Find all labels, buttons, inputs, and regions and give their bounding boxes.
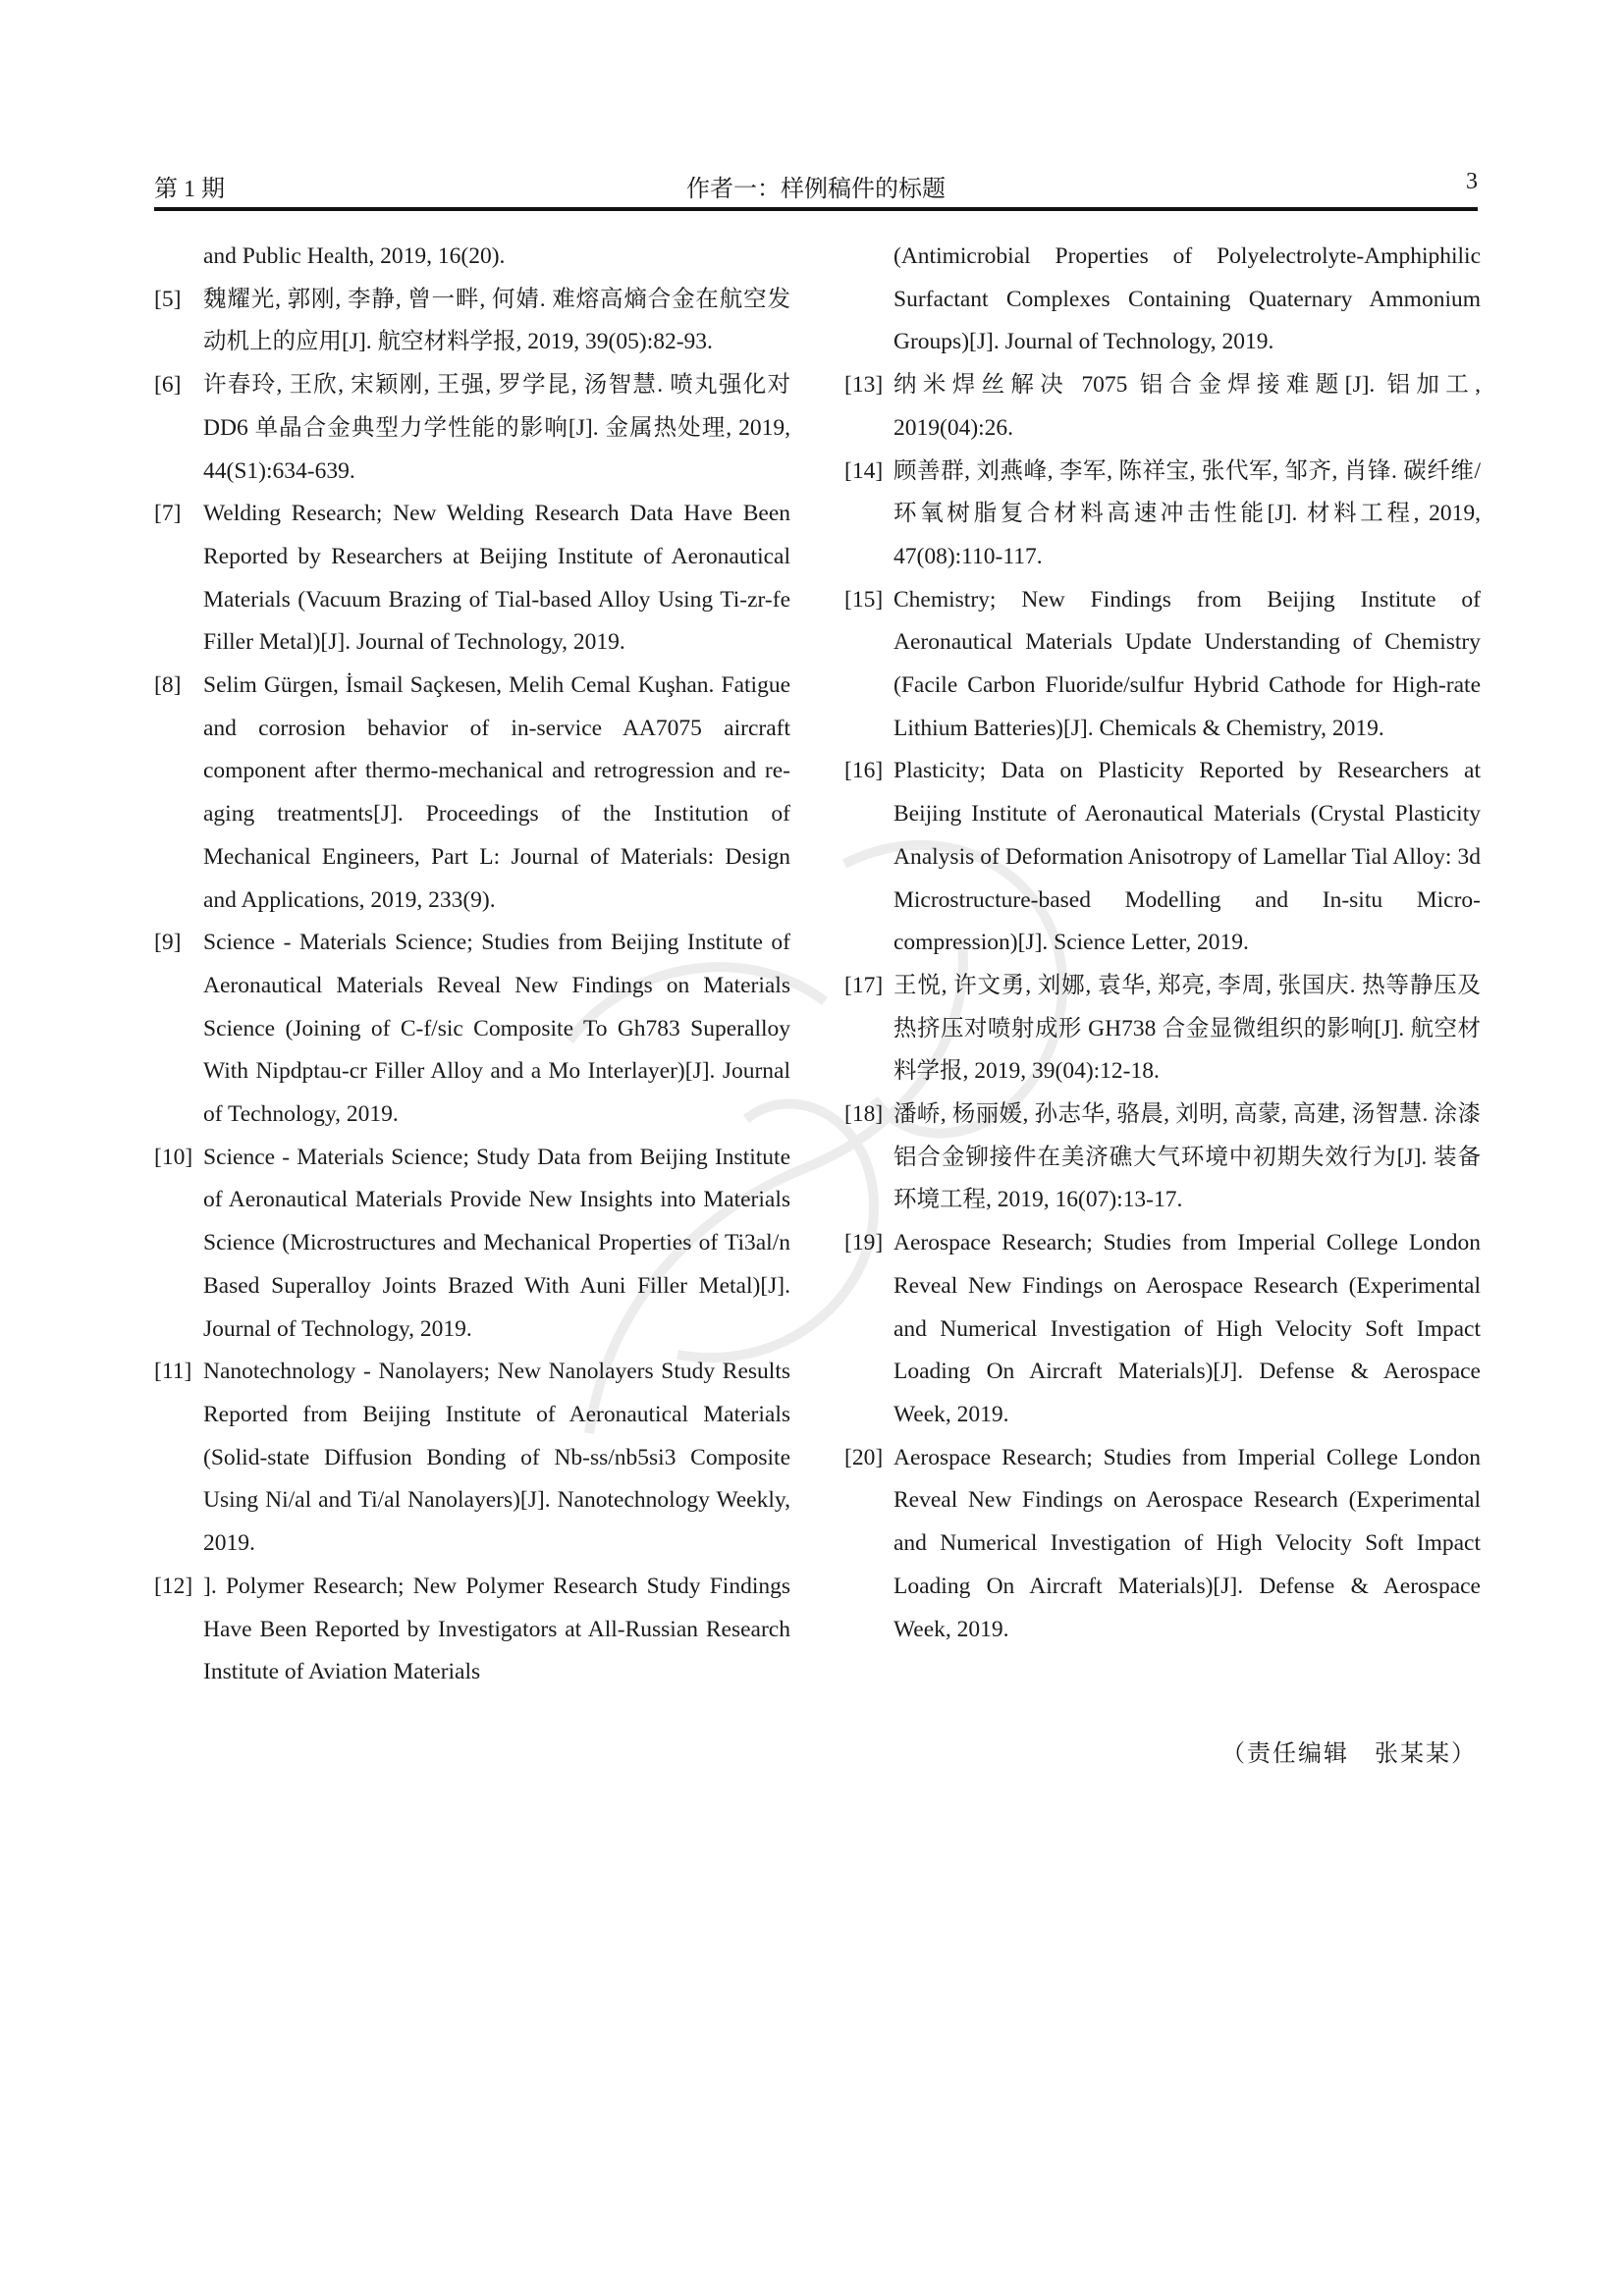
reference-text: 潘峤, 杨丽媛, 孙志华, 骆晨, 刘明, 高蒙, 高建, 汤智慧. 涂漆铝合金铆接件在美济礁大气环境中初期失效行为[J]. 装备环境工程, 2019, 16(07):13-17.	[893, 1101, 1481, 1213]
reference-item	[154, 493, 790, 665]
reference-item	[154, 364, 790, 493]
reference-text: Plasticity; Data on Plasticity Reported by Researchers at Beijing Institute of Aeronautical Materials (Crystal Plasticity Analysis of Deformation Anisotropy of Lamellar Tial Alloy: 3d Microstructure-based Modelling and In-situ Micro-compression)[J]. Science Letter, 2019.	[893, 758, 1481, 956]
reference-item	[844, 1222, 1481, 1437]
reference-number: [13]	[844, 372, 884, 399]
reference-number: [11]	[154, 1359, 192, 1385]
reference-text: 魏耀光, 郭刚, 李静, 曾一畔, 何婧. 难熔高熵合金在航空发动机上的应用[J]. 航空材料学报, 2019, 39(05):82-93.	[203, 286, 790, 355]
responsible-editor-note: （责任编辑 张某某）	[1221, 1739, 1477, 1767]
reference-item	[154, 922, 790, 1137]
reference-text: 王悦, 许文勇, 刘娜, 袁华, 郑亮, 李周, 张国庆. 热等静压及热挤压对喷射成形 GH738 合金显微组织的影响[J]. 航空材料学报, 2019, 39(04):12-18.	[893, 972, 1481, 1085]
reference-number: [8]	[154, 672, 182, 699]
reference-item	[154, 1137, 790, 1352]
reference-item	[844, 451, 1481, 579]
reference-item	[154, 1566, 790, 1694]
reference-text: 纳米焊丝解决 7075 铝合金焊接难题[J]. 铝加工, 2019(04):26.	[893, 372, 1481, 441]
reference-item	[844, 1437, 1481, 1652]
reference-number: [10]	[154, 1144, 193, 1170]
reference-text: ]. Polymer Research; New Polymer Research Study Findings Have Been Reported by Investigators at All-Russian Research Institute of Aviation Materials	[203, 1573, 790, 1685]
reference-text: Science - Materials Science; Studies from Beijing Institute of Aeronautical Materials Reveal New Findings on Materials Science (Joining of C-f/sic Composite To Gh783 Superalloy With Nipdptau-cr Filler Alloy and a Mo Interlayer)[J]. Journal of Technology, 2019.	[203, 930, 790, 1128]
reference-column-left	[154, 236, 790, 1694]
reference-text: Welding Research; New Welding Research Data Have Been Reported by Researchers at Beijing Institute of Aeronautical Materials (Vacuum Brazing of Tial-based Alloy Using Ti-zr-fe Filler Metal)[J]. Journal of Technology, 2019.	[203, 501, 790, 656]
reference-text: 许春玲, 王欣, 宋颖刚, 王强, 罗学昆, 汤智慧. 喷丸强化对 DD6 单晶合金典型力学性能的影响[J]. 金属热处理, 2019, 44(S1):634-639.	[203, 372, 790, 484]
reference-item	[844, 750, 1481, 965]
reference-number: [18]	[844, 1101, 884, 1128]
reference-item	[844, 364, 1481, 450]
reference-text: Aerospace Research; Studies from Imperial College London Reveal New Findings on Aerospace Research (Experimental and Numerical Investigation of High Velocity Soft Impact Loading On Aircraft Materials)[J]. Defense & Aerospace Week, 2019.	[893, 1230, 1481, 1427]
reference-number: [17]	[844, 972, 884, 998]
reference-item	[844, 965, 1481, 1094]
reference-text: Aerospace Research; Studies from Imperial College London Reveal New Findings on Aerospace Research (Experimental and Numerical Investigation of High Velocity Soft Impact Loading On Aircraft Materials)[J]. Defense & Aerospace Week, 2019.	[893, 1444, 1481, 1642]
running-header	[154, 169, 1478, 204]
reference-continuation: and Public Health, 2019, 16(20).	[203, 243, 506, 269]
issue-label: 第 1 期	[154, 177, 225, 202]
reference-number: [16]	[844, 758, 884, 784]
reference-text: Science - Materials Science; Study Data from Beijing Institute of Aeronautical Materials Provide New Insights into Materials Science (Microstructures and Mechanical Properties of Ti3al/n Based Superalloy Joints Brazed With Auni Filler Metal)[J]. Journal of Technology, 2019.	[203, 1144, 790, 1342]
reference-number: [20]	[844, 1444, 884, 1470]
reference-continuation: (Antimicrobial Properties of Polyelectrolyte-Amphiphilic Surfactant Complexes Containing Quaternary Ammonium Groups)[J]. Journal of Technology, 2019.	[893, 243, 1481, 355]
reference-number: [14]	[844, 457, 884, 484]
reference-item	[844, 579, 1481, 751]
reference-text: 顾善群, 刘燕峰, 李军, 陈祥宝, 张代军, 邹齐, 肖锋. 碳纤维/环氧树脂复合材料高速冲击性能[J]. 材料工程, 2019, 47(08):110-117.	[893, 457, 1481, 569]
page-number: 3	[1466, 169, 1478, 194]
reference-text: Selim Gürgen, İsmail Saçkesen, Melih Cemal Kuşhan. Fatigue and corrosion behavior of in-service AA7075 aircraft component after thermo-mechanical and retrogression and re-aging treatments[J]. Proceedings of the Institution of Mechanical Engineers, Part L: Journal of Materials: Design and Applications, 2019, 233(9).	[203, 672, 790, 913]
reference-number: [5]	[154, 286, 182, 312]
reference-number: [7]	[154, 501, 182, 527]
reference-item	[154, 1351, 790, 1566]
header-rule	[154, 207, 1478, 211]
reference-item	[154, 665, 790, 922]
reference-number: [12]	[154, 1573, 193, 1599]
reference-number: [19]	[844, 1230, 884, 1256]
reference-text: Nanotechnology - Nanolayers; New Nanolayers Study Results Reported from Beijing Institute of Aeronautical Materials (Solid-state Diffusion Bonding of Nb-ss/nb5si3 Composite Using Ni/al and Ti/al Nanolayers)[J]. Nanotechnology Weekly, 2019.	[203, 1359, 790, 1557]
reference-item	[844, 1094, 1481, 1222]
reference-text: Chemistry; New Findings from Beijing Institute of Aeronautical Materials Update Understanding of Chemistry (Facile Carbon Fluoride/sulfur Hybrid Cathode for High-rate Lithium Batteries)[J]. Chemicals & Chemistry, 2019.	[893, 586, 1481, 741]
reference-number: [15]	[844, 586, 884, 613]
reference-number: [9]	[154, 930, 182, 956]
running-title: 作者一：样例稿件的标题	[686, 177, 946, 202]
reference-item	[154, 279, 790, 364]
reference-column-right	[844, 236, 1481, 1651]
reference-number: [6]	[154, 372, 182, 399]
